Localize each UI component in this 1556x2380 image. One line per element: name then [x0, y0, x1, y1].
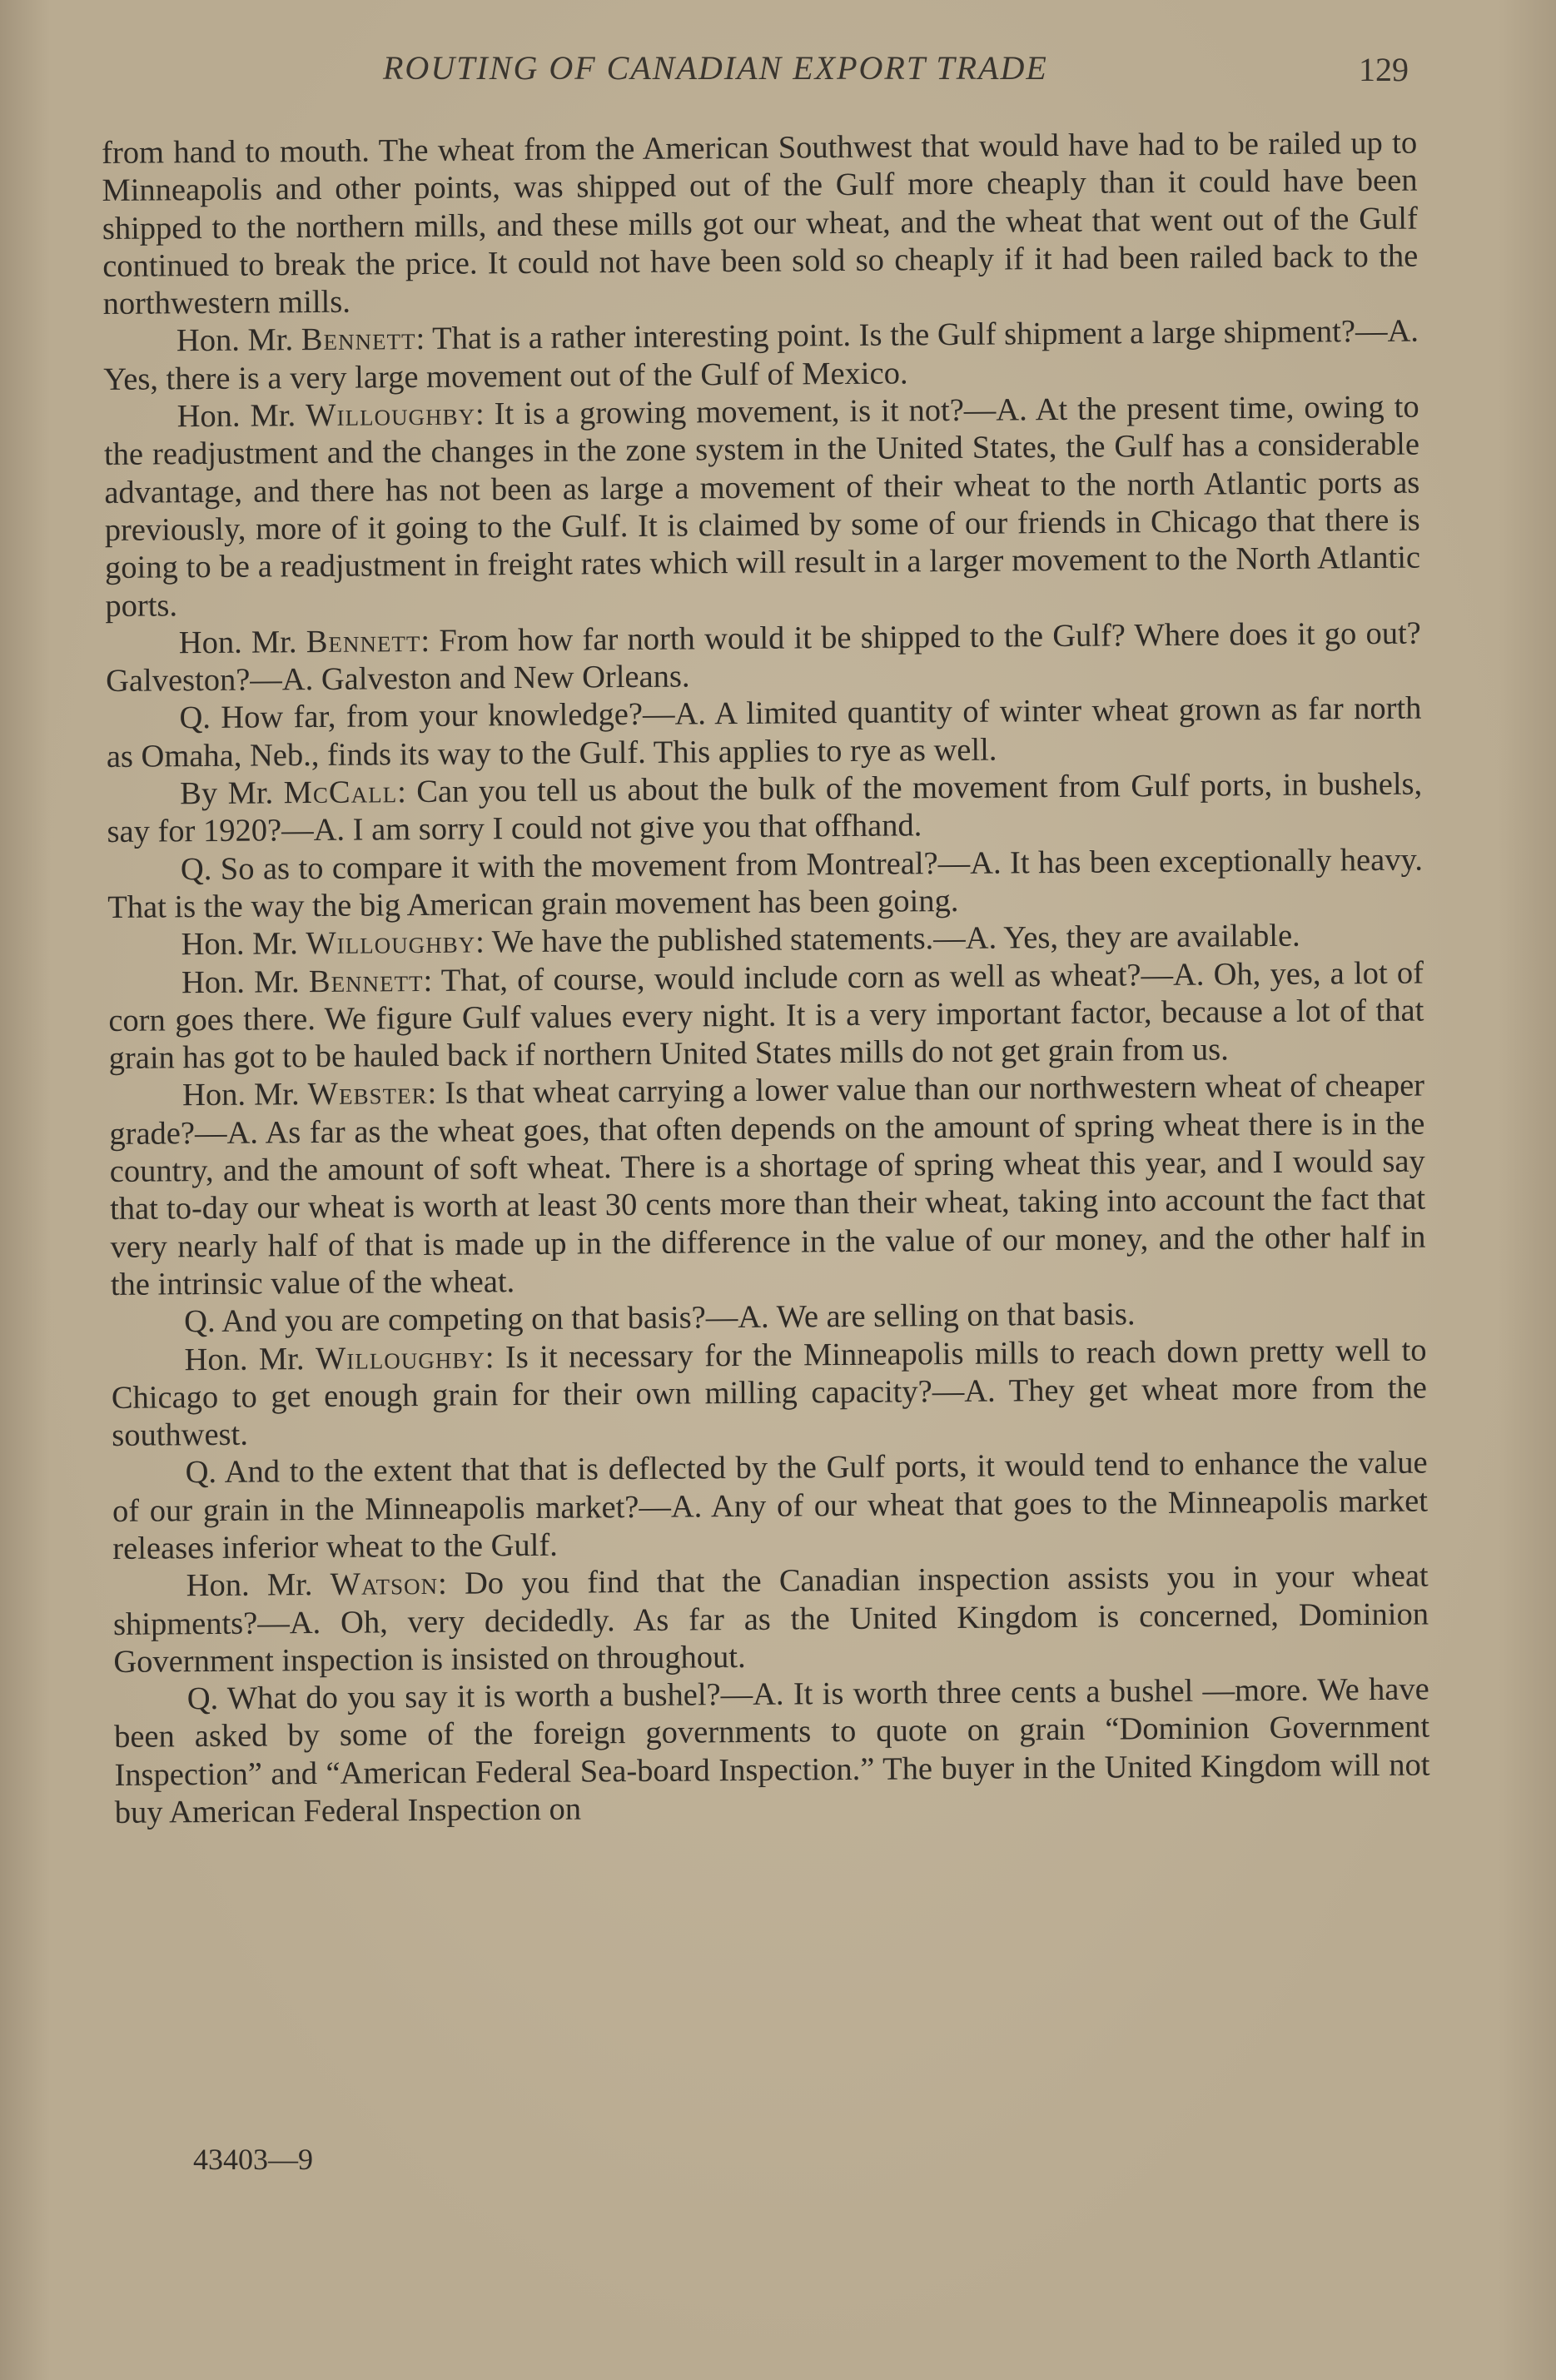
- speaker-prefix: Hon. Mr.: [186, 1567, 313, 1604]
- speaker-prefix: Hon. Mr.: [184, 1341, 305, 1377]
- speaker-name: Webster: [307, 1076, 428, 1113]
- paragraph-text: Q. And you are competing on that basis?—A. We are selling on that basis.: [184, 1297, 1136, 1340]
- paragraph-text: Q. How far, from your knowledge?—A. A limited quantity of winter wheat grown as far north as Omaha, Neb., finds its way to the Gulf. This applies to rye as well.: [106, 691, 1422, 774]
- paragraph-text: Q. What do you say it is worth a bushel?—A. It is worth three cents a bushel —more. We have been asked by some of the foreign governments to quote on grain “Dominion Government Inspection” and “American Federal Sea-board Inspection.” The buyer in the United Kingdom will not buy American Federal Inspection on: [113, 1671, 1430, 1830]
- speaker-name: Watson: [330, 1566, 439, 1603]
- paragraph: [103, 389, 1420, 625]
- speaker-prefix: Hon. Mr.: [181, 963, 300, 1000]
- paragraph: [106, 615, 1422, 700]
- paragraph-text: : Is that wheat carrying a lower value than our northwestern wheat of cheaper grade?—A. As far as the wheat goes, that often depends on the amount of spring wheat there is in the country, and the amount of soft wheat. There is a shortage of spring wheat this year, and I would say that to-day our wheat is worth at least 30 cents more than their wheat, taking into account the fact that very nearly half of that is made up in the difference in the value of our money, and the other half in the intrinsic value of the wheat.: [109, 1068, 1426, 1302]
- paragraph-text: : Can you tell us about the bulk of the movement from Gulf ports, in bushels, say for 1920?—A. I am sorry I could not give you that offhand.: [107, 766, 1423, 850]
- speaker-prefix: Hon. Mr.: [176, 398, 296, 435]
- speaker-name: Bennett: [306, 623, 421, 660]
- speaker-name: Bennett: [308, 963, 424, 999]
- paragraph: [114, 1671, 1430, 1833]
- paragraph-text: : Do you find that the Canadian inspection assists you in your wheat shipments?—A. Oh, very decidedly. As far as the United Kingdom is concerned, Dominion Government inspection is insisted on throughout.: [112, 1558, 1429, 1680]
- paragraph-text: : That, of course, would include corn as well as wheat?—A. Oh, yes, a lot of corn goes there. We figure Gulf values every night. It is a very important factor, because a lot of that grain has got to be hauled back if northern United States mills do not get grain from us.: [108, 955, 1424, 1077]
- paragraph: [112, 1445, 1428, 1568]
- paragraph-text: : Is it necessary for the Minneapolis mills to reach down pretty well to Chicago to get enough grain for their own milling capacity?—A. They get wheat more from the southwest.: [111, 1332, 1428, 1454]
- speaker-name: Willoughby: [315, 1339, 485, 1377]
- paragraph: [111, 1332, 1427, 1455]
- speaker-name: Bennett: [301, 321, 416, 358]
- speaker-prefix: By Mr.: [180, 775, 274, 812]
- paragraph-text: : From how far north would it be shipped to the Gulf? Where does it go out? Galveston?—A. Galveston and New Orleans.: [105, 615, 1421, 700]
- paragraph: [106, 690, 1422, 776]
- paragraph: [103, 313, 1419, 399]
- paragraph: [107, 841, 1424, 927]
- speaker-prefix: Hon. Mr.: [178, 625, 297, 661]
- paragraph: [108, 954, 1424, 1078]
- speaker-name: McCall: [283, 774, 398, 811]
- paragraph-text: : We have the published statements.—A. Yes, they are available.: [475, 918, 1300, 960]
- running-head: ROUTING OF CANADIAN EXPORT TRADE: [383, 49, 1048, 87]
- paragraph-text: : That is a rather interesting point. Is the Gulf shipment a large shipment?—A. Yes, there is a very large movement out of the Gulf of Mexico.: [103, 314, 1419, 397]
- page-number: 129: [1359, 51, 1409, 88]
- paragraph: [102, 125, 1419, 324]
- speaker-name: Willoughby: [306, 924, 476, 962]
- paragraph-text: : It is a growing movement, is it not?—A. At the present time, owing to the readjustment and the changes in the zone system in the United States, the Gulf has a considerable advantage, and there has not been as large a movement of their wheat to the north Atlantic ports as previously, more of it going to the Gulf. It is claimed by some of our friends in Chicago that there is going to be a readjustment in freight rates which will result in a larger movement to the North Atlantic ports.: [103, 389, 1421, 624]
- paragraph: [113, 1558, 1429, 1681]
- speaker-prefix: Hon. Mr.: [176, 322, 294, 359]
- paragraph-text: from hand to mouth. The wheat from the American Southwest that would have had to be railed up to Minneapolis and other points, was shipped out of the Gulf more cheaply than it could have been shipped to the northern mills, and these mills got our wheat, and the wheat that went out of the Gulf continued to break the price. It could not have been sold so cheaply if it had been railed back to the northwestern mills.: [102, 125, 1419, 322]
- speaker-name: Willoughby: [306, 396, 476, 434]
- speaker-prefix: Hon. Mr.: [181, 926, 298, 963]
- paragraph-text: Q. So as to compare it with the movement from Montreal?—A. It has been exceptionally heavy. That is the way the big American grain movement has been going.: [107, 842, 1424, 925]
- paragraph-text: Q. And to the extent that that is deflected by the Gulf ports, it would tend to enhance the value of our grain in the Minneapolis market?—A. Any of our wheat that goes to the Minneapolis market releases inferior wheat to the Gulf.: [112, 1445, 1429, 1566]
- paragraph: [107, 766, 1423, 852]
- speaker-prefix: Hon. Mr.: [181, 1077, 300, 1113]
- paragraph: [109, 1068, 1426, 1304]
- signature-mark: 43403—9: [193, 2143, 313, 2176]
- body-text: [102, 125, 1430, 1833]
